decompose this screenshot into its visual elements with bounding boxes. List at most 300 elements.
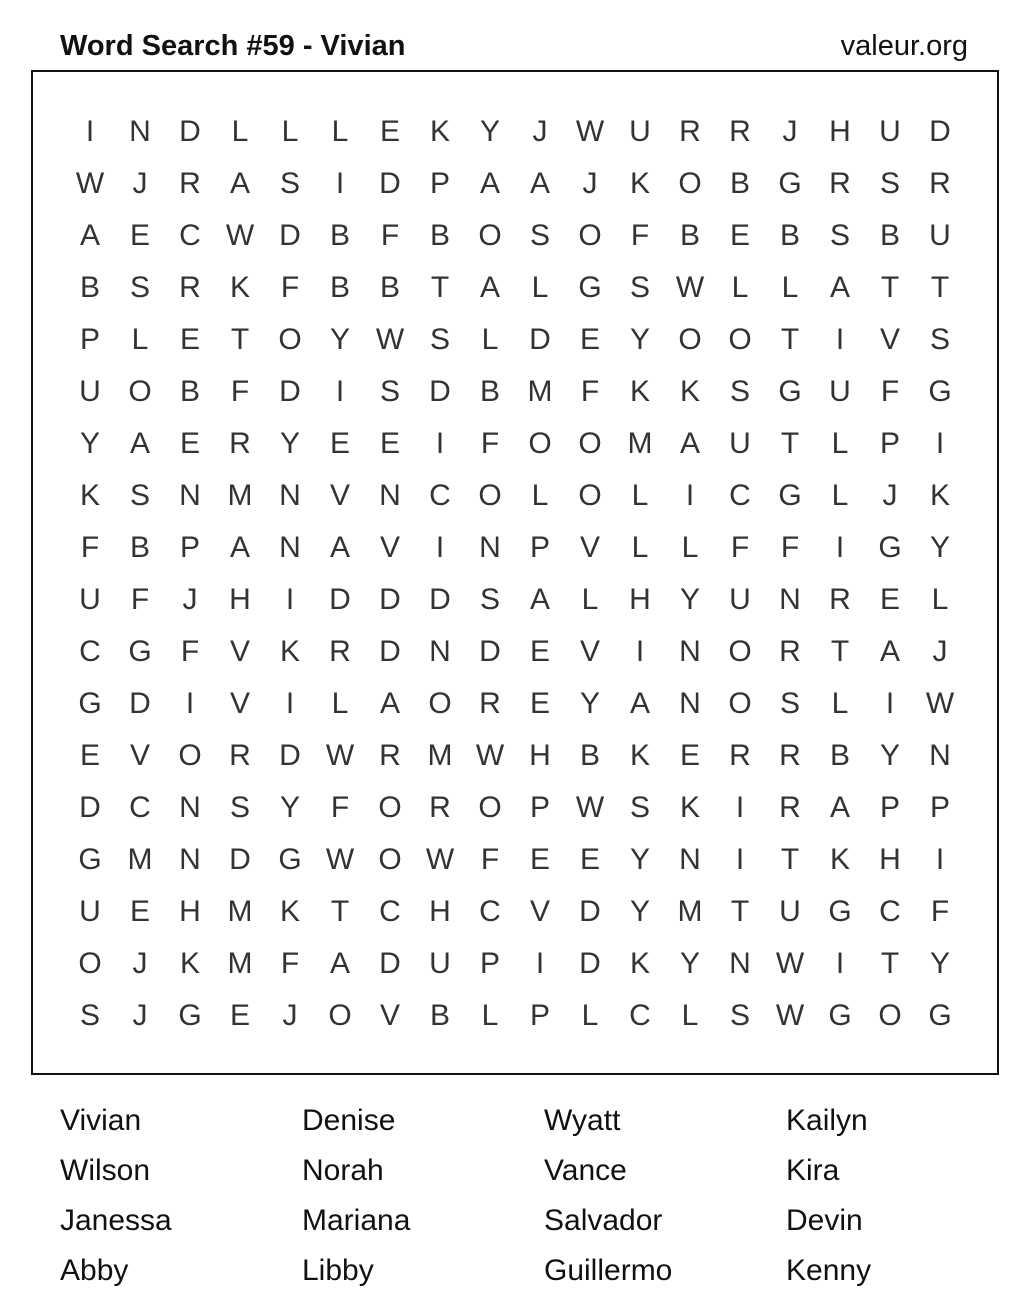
grid-letter: S [829,219,850,252]
grid-letter: D [129,687,151,720]
grid-letter: V [379,531,400,564]
grid-letter: L [631,479,649,512]
grid-letter: C [429,479,451,512]
grid-letter: J [182,583,198,616]
grid-letter: O [578,427,602,460]
grid-letter: B [179,375,200,408]
grid-letter: F [930,895,950,928]
grid-letter: T [780,843,800,876]
word-list-item: Janessa [60,1204,172,1237]
grid-letter: F [480,427,500,460]
grid-letter: D [279,739,301,772]
grid-letter: A [829,791,850,824]
grid-letter: H [179,895,201,928]
grid-letter: W [475,739,505,772]
grid-letter: D [529,323,551,356]
word-list-item: Vance [544,1154,627,1187]
grid-letter: A [79,219,100,252]
grid-letter: Y [579,687,600,720]
grid-letter: G [178,999,202,1032]
grid-letter: K [679,375,700,408]
grid-letter: V [329,479,350,512]
grid-letter: O [878,999,902,1032]
grid-letter: Y [929,531,950,564]
grid-letter: N [479,531,501,564]
grid-letter: P [79,323,100,356]
grid-letter: S [479,583,500,616]
grid-letter: A [829,271,850,304]
grid-letter: U [779,895,801,928]
grid-letter: B [829,739,850,772]
grid-letter: O [428,687,452,720]
grid-letter: P [179,531,200,564]
grid-letter: F [580,375,600,408]
grid-letter: E [179,427,200,460]
grid-letter: G [928,999,952,1032]
grid-letter: D [929,115,951,148]
grid-letter: D [479,635,501,668]
grid-letter: I [935,843,945,876]
grid-letter: W [575,791,605,824]
grid-letter: A [529,583,550,616]
grid-letter: G [828,895,852,928]
grid-letter: F [380,219,400,252]
grid-letter: K [429,115,450,148]
grid-letter: E [529,843,550,876]
grid-letter: L [831,479,849,512]
grid-letter: L [231,115,249,148]
grid-letter: B [329,219,350,252]
grid-letter: R [229,427,251,460]
grid-letter: F [480,843,500,876]
grid-letter: R [779,791,801,824]
grid-letter: O [278,323,302,356]
grid-letter: N [429,635,451,668]
grid-letter: F [780,531,800,564]
grid-letter: D [379,947,401,980]
grid-letter: O [678,167,702,200]
grid-letter: I [435,427,445,460]
grid-letter: J [782,115,798,148]
grid-letter: D [379,583,401,616]
grid-letter: F [280,271,300,304]
grid-letter: C [729,479,751,512]
grid-letter: B [479,375,500,408]
grid-letter: U [829,375,851,408]
grid-letter: L [931,583,949,616]
grid-letter: P [879,427,900,460]
grid-letter: I [435,531,445,564]
grid-letter: J [882,479,898,512]
grid-letter: T [780,323,800,356]
grid-letter: K [629,167,650,200]
grid-letter: Y [479,115,500,148]
grid-letter: R [829,167,851,200]
grid-letter: S [729,375,750,408]
grid-letter: J [132,999,148,1032]
grid-letter: O [178,739,202,772]
grid-letter: P [879,791,900,824]
grid-letter: T [780,427,800,460]
grid-letter: A [479,167,500,200]
word-list [60,1096,1028,1296]
grid-letter: L [531,479,549,512]
grid-letter: L [581,999,599,1032]
grid-letter: G [828,999,852,1032]
grid-letter: M [127,843,153,876]
grid-letter: C [629,999,651,1032]
grid-letter: B [429,999,450,1032]
grid-letter: L [781,271,799,304]
grid-letter: N [679,687,701,720]
grid-letter: O [728,687,752,720]
grid-letter: N [379,479,401,512]
grid-letter: E [79,739,100,772]
grid-letter: B [679,219,700,252]
grid-letter: S [129,479,150,512]
grid-letter: U [879,115,901,148]
grid-letter: L [831,427,849,460]
grid-letter: W [575,115,605,148]
grid-letter: C [179,219,201,252]
grid-letter: K [279,895,300,928]
grid-letter: E [529,687,550,720]
grid-letter: T [730,895,750,928]
grid-letter: G [78,843,102,876]
grid-letter: L [481,999,499,1032]
grid-letter: Y [629,323,650,356]
grid-letter: B [729,167,750,200]
grid-letter: F [230,375,250,408]
grid-letter: O [378,791,402,824]
grid-letter: W [325,739,355,772]
grid-letter: P [929,791,950,824]
grid-letter: A [379,687,400,720]
grid-letter: G [778,375,802,408]
grid-letter: O [328,999,352,1032]
grid-letter: D [279,375,301,408]
grid-letter: N [279,479,301,512]
grid-letter: T [430,271,450,304]
grid-letter: W [925,687,955,720]
grid-letter: F [630,219,650,252]
grid-letter: R [429,791,451,824]
word-list-item: Denise [302,1104,396,1137]
grid-letter: G [78,687,102,720]
puzzle-box [31,70,999,1075]
grid-letter: U [79,375,101,408]
word-list-item: Wyatt [544,1104,621,1137]
grid-letter: N [279,531,301,564]
grid-letter: V [579,635,600,668]
grid-letter: N [729,947,751,980]
grid-letter: E [329,427,350,460]
grid-letter: Y [279,791,300,824]
grid-letter: E [579,843,600,876]
grid-letter: Y [679,583,700,616]
grid-letter: E [379,427,400,460]
grid-letter: G [278,843,302,876]
grid-letter: W [425,843,455,876]
grid-letter: E [129,219,150,252]
grid-letter: J [132,167,148,200]
grid-letter: W [775,999,805,1032]
grid-letter: M [627,427,653,460]
word-list-item: Abby [60,1254,129,1287]
grid-letter: N [679,635,701,668]
page-title: Word Search #59 - Vivian [60,30,406,62]
grid-letter: S [729,999,750,1032]
grid-letter: G [778,167,802,200]
grid-letter: I [635,635,645,668]
grid-letter: D [229,843,251,876]
word-list-item: Wilson [60,1154,151,1187]
grid-letter: L [681,999,699,1032]
grid-letter: W [675,271,705,304]
word-list-item: Libby [302,1254,374,1287]
grid-letter: O [578,479,602,512]
grid-letter: K [279,635,300,668]
grid-letter: I [185,687,195,720]
grid-letter: D [79,791,101,824]
grid-letter: O [478,479,502,512]
grid-letter: M [227,895,253,928]
grid-letter: R [779,739,801,772]
grid-letter: I [835,531,845,564]
grid-letter: E [729,219,750,252]
grid-letter: Y [629,895,650,928]
word-list-item: Salvador [544,1204,663,1237]
grid-letter: E [229,999,250,1032]
grid-letter: A [529,167,550,200]
grid-letter: A [629,687,650,720]
grid-letter: L [681,531,699,564]
grid-letter: F [330,791,350,824]
grid-letter: I [735,843,745,876]
grid-letter: I [885,687,895,720]
grid-letter: C [879,895,901,928]
grid-letter: L [531,271,549,304]
grid-letter: A [479,271,500,304]
grid-letter: S [929,323,950,356]
grid-letter: W [325,843,355,876]
word-list-item: Kenny [786,1254,872,1287]
grid-letter: W [75,167,105,200]
grid-letter: B [379,271,400,304]
grid-letter: W [225,219,255,252]
grid-letter: Y [329,323,350,356]
grid-letter: K [929,479,950,512]
grid-letter: N [179,479,201,512]
grid-letter: Y [279,427,300,460]
grid-letter: T [880,947,900,980]
grid-letter: O [528,427,552,460]
grid-letter: S [779,687,800,720]
grid-letter: O [678,323,702,356]
grid-letter: N [129,115,151,148]
grid-letter: B [429,219,450,252]
grid-letter: Y [679,947,700,980]
grid-letter: B [79,271,100,304]
word-list-item: Kailyn [786,1104,868,1137]
grid-letter: U [429,947,451,980]
grid-letter: W [775,947,805,980]
grid-letter: Y [79,427,100,460]
grid-letter: D [179,115,201,148]
grid-letter: N [179,843,201,876]
grid-letter: M [677,895,703,928]
grid-letter: A [329,531,350,564]
grid-letter: E [879,583,900,616]
grid-letter: F [280,947,300,980]
grid-letter: I [285,687,295,720]
grid-letter: F [730,531,750,564]
grid-letter: E [179,323,200,356]
grid-letter: V [529,895,550,928]
grid-letter: E [529,635,550,668]
grid-letter: K [679,791,700,824]
site-label: valeur.org [840,30,968,62]
grid-letter: G [878,531,902,564]
grid-letter: O [478,791,502,824]
grid-letter: R [729,115,751,148]
grid-letter: U [79,895,101,928]
grid-letter: P [529,531,550,564]
grid-letter: L [131,323,149,356]
grid-letter: O [578,219,602,252]
grid-letter: J [932,635,948,668]
word-list-item: Norah [302,1154,384,1187]
grid-letter: C [79,635,101,668]
grid-letter: D [379,167,401,200]
grid-letter: U [929,219,951,252]
grid-letter: K [629,739,650,772]
grid-letter: F [80,531,100,564]
grid-letter: D [429,583,451,616]
grid-letter: S [129,271,150,304]
grid-letter: A [329,947,350,980]
grid-letter: A [229,531,250,564]
grid-letter: T [830,635,850,668]
grid-letter: K [179,947,200,980]
grid-letter: U [729,583,751,616]
grid-letter: L [731,271,749,304]
grid-letter: U [629,115,651,148]
grid-letter: H [879,843,901,876]
grid-letter: C [479,895,501,928]
grid-letter: I [685,479,695,512]
word-list-item: Kira [786,1154,840,1187]
grid-letter: A [679,427,700,460]
grid-letter: R [829,583,851,616]
grid-letter: G [578,271,602,304]
grid-letter: T [880,271,900,304]
grid-letter: D [279,219,301,252]
grid-letter: R [179,271,201,304]
word-list-item: Vivian [60,1104,142,1137]
grid-letter: P [429,167,450,200]
grid-letter: S [229,791,250,824]
grid-letter: P [479,947,500,980]
grid-letter: O [728,635,752,668]
grid-letter: I [835,323,845,356]
grid-letter: P [529,791,550,824]
grid-letter: N [179,791,201,824]
grid-letter: F [880,375,900,408]
grid-letter: Y [879,739,900,772]
grid-letter: S [279,167,300,200]
grid-letter: H [229,583,251,616]
grid-letter: S [529,219,550,252]
grid-letter: A [129,427,150,460]
word-list-item: Guillermo [544,1254,673,1287]
grid-letter: R [679,115,701,148]
grid-letter: O [378,843,402,876]
grid-letter: L [631,531,649,564]
grid-letter: U [729,427,751,460]
grid-letter: L [331,115,349,148]
grid-letter: G [928,375,952,408]
grid-letter: J [532,115,548,148]
grid-letter: B [779,219,800,252]
grid-letter: V [129,739,150,772]
grid-letter: T [330,895,350,928]
grid-letter: I [935,427,945,460]
grid-letter: R [779,635,801,668]
grid-letter: D [429,375,451,408]
grid-letter: R [229,739,251,772]
grid-letter: V [579,531,600,564]
grid-letter: K [629,947,650,980]
grid-letter: B [579,739,600,772]
grid-letter: H [529,739,551,772]
grid-letter: L [481,323,499,356]
grid-letter: M [227,947,253,980]
grid-letter: S [879,167,900,200]
grid-letter: D [579,895,601,928]
grid-letter: K [629,375,650,408]
grid-letter: T [930,271,950,304]
grid-letter: I [335,167,345,200]
grid-letter: E [679,739,700,772]
grid-letter: O [128,375,152,408]
grid-letter: S [629,271,650,304]
grid-letter: N [929,739,951,772]
grid-letter: O [78,947,102,980]
grid-letter: I [835,947,845,980]
grid-letter: Y [929,947,950,980]
grid-letter: J [582,167,598,200]
grid-letter: B [329,271,350,304]
grid-letter: L [331,687,349,720]
grid-letter: D [329,583,351,616]
grid-letter: O [478,219,502,252]
grid-letter: K [79,479,100,512]
grid-letter: P [529,999,550,1032]
grid-letter: N [779,583,801,616]
grid-letter: F [180,635,200,668]
grid-letter: R [929,167,951,200]
grid-letter: K [829,843,850,876]
grid-letter: B [129,531,150,564]
grid-letter: I [285,583,295,616]
grid-letter: I [535,947,545,980]
grid-letter: K [229,271,250,304]
word-list-item: Devin [786,1204,863,1237]
grid-letter: H [429,895,451,928]
grid-letter: L [281,115,299,148]
grid-letter: V [229,635,250,668]
